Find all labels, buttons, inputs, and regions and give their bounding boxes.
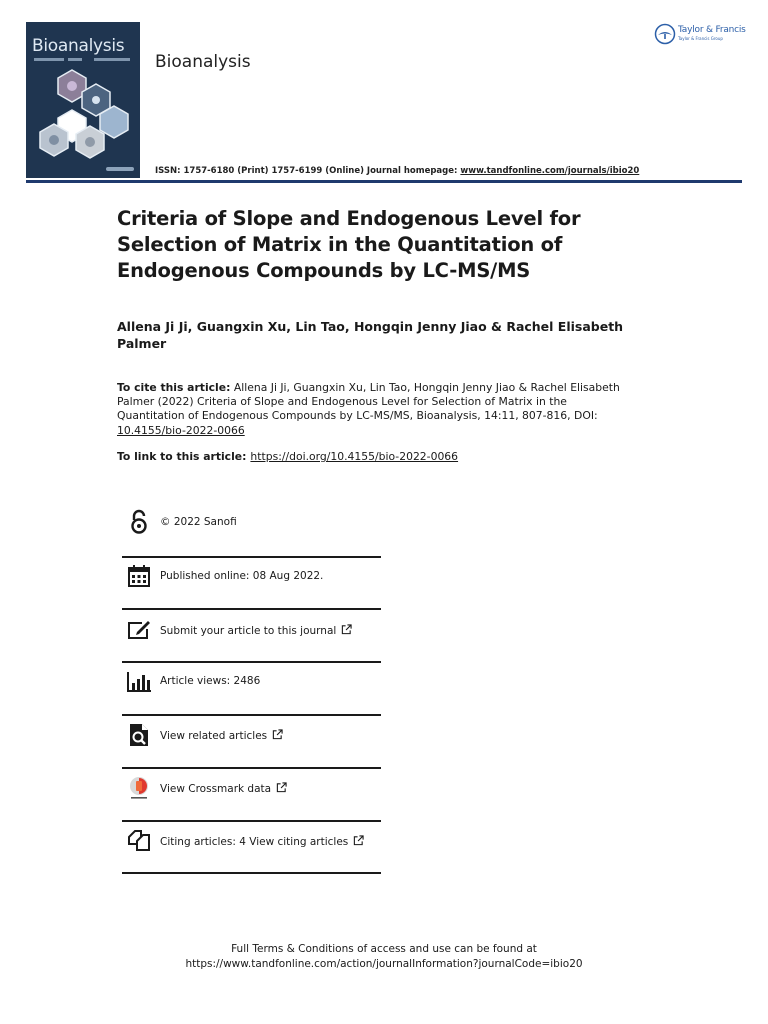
crossmark-icon [126, 775, 152, 801]
copyright-row [122, 503, 380, 543]
article-doi-link[interactable]: https://doi.org/10.4155/bio-2022-0066 [250, 450, 459, 463]
cover-subtitle-bar [34, 58, 130, 61]
article-title: Criteria of Slope and Endogenous Level for Selection of Matrix in the Quantitation of Endogenous Compounds by LC-MS/MS [117, 207, 581, 282]
journal-name: Bioanalysis [155, 52, 251, 72]
cover-title: Bioanalysis [32, 36, 125, 56]
divider [122, 608, 381, 610]
link-label: To link to this article: [117, 450, 247, 463]
published-row [122, 557, 380, 597]
cover-publisher-mark [106, 167, 134, 171]
publisher-name: Taylor & Francis [678, 25, 746, 35]
edit-icon [126, 617, 152, 643]
related-articles-link[interactable] [160, 729, 283, 742]
terms-footer [0, 942, 768, 971]
terms-url[interactable]: https://www.tandfonline.com/action/journalInformation?journalCode=ibio20 [185, 957, 583, 970]
citation-label: To cite this article: [117, 381, 231, 394]
issn-text: ISSN: 1757-6180 (Print) 1757-6199 (Online) Journal homepage: [155, 166, 461, 176]
bar-chart-icon [126, 668, 152, 694]
external-link-icon [276, 782, 287, 793]
publisher-logo-icon [654, 23, 676, 45]
external-link-icon [272, 729, 283, 740]
submit-row[interactable] [122, 611, 380, 651]
citing-articles-link[interactable] [160, 835, 364, 848]
views-label: Article views: 2486 [160, 675, 261, 687]
citing-row[interactable] [122, 822, 380, 862]
submit-label: Submit your article to this journal [160, 625, 337, 637]
submit-article-link[interactable] [160, 624, 352, 637]
published-label: Published online: 08 Aug 2022. [160, 570, 324, 582]
journal-homepage-link[interactable]: www.tandfonline.com/journals/ibio20 [460, 166, 640, 176]
cover-hexagon-art [32, 66, 132, 162]
citation-text: Allena Ji Ji, Guangxin Xu, Lin Tao, Hongqin Jenny Jiao & Rachel Elisabeth Palmer (2022) Criteria of Slope and Endogenous Level for Selection of Matrix in the Quantitation of Endogenous Compounds by LC-MS/MS, Bioanalysis, 14:11, 807-816, DOI: [117, 381, 620, 423]
external-link-icon [353, 835, 364, 846]
article-link-block [117, 450, 677, 464]
related-row[interactable] [122, 716, 380, 756]
crossmark-label: View Crossmark data [160, 783, 272, 795]
issn-line [155, 166, 639, 176]
journal-cover-image [26, 22, 140, 178]
related-articles-icon [126, 722, 152, 748]
crossmark-link[interactable] [160, 782, 287, 795]
citation-block [117, 381, 637, 438]
header-rule [26, 180, 742, 183]
related-label: View related articles [160, 730, 268, 742]
views-row [122, 662, 380, 702]
copyright-label: © 2022 Sanofi [160, 516, 237, 528]
article-authors: Allena Ji Ji, Guangxin Xu, Lin Tao, Hongqin Jenny Jiao & Rachel Elisabeth Palmer [117, 319, 624, 351]
citation-doi-link[interactable]: 10.4155/bio-2022-0066 [117, 423, 245, 437]
crossmark-row[interactable] [122, 769, 380, 809]
open-access-icon [126, 509, 152, 535]
terms-line: Full Terms & Conditions of access and use can be found at [231, 943, 537, 955]
external-link-icon [341, 624, 352, 635]
citing-articles-icon [126, 828, 152, 854]
publisher-logo [654, 22, 754, 48]
calendar-icon [126, 563, 152, 589]
citing-label: Citing articles: 4 View citing articles [160, 836, 349, 848]
publisher-subname: Taylor & Francis Group [678, 36, 723, 41]
divider [122, 872, 381, 874]
